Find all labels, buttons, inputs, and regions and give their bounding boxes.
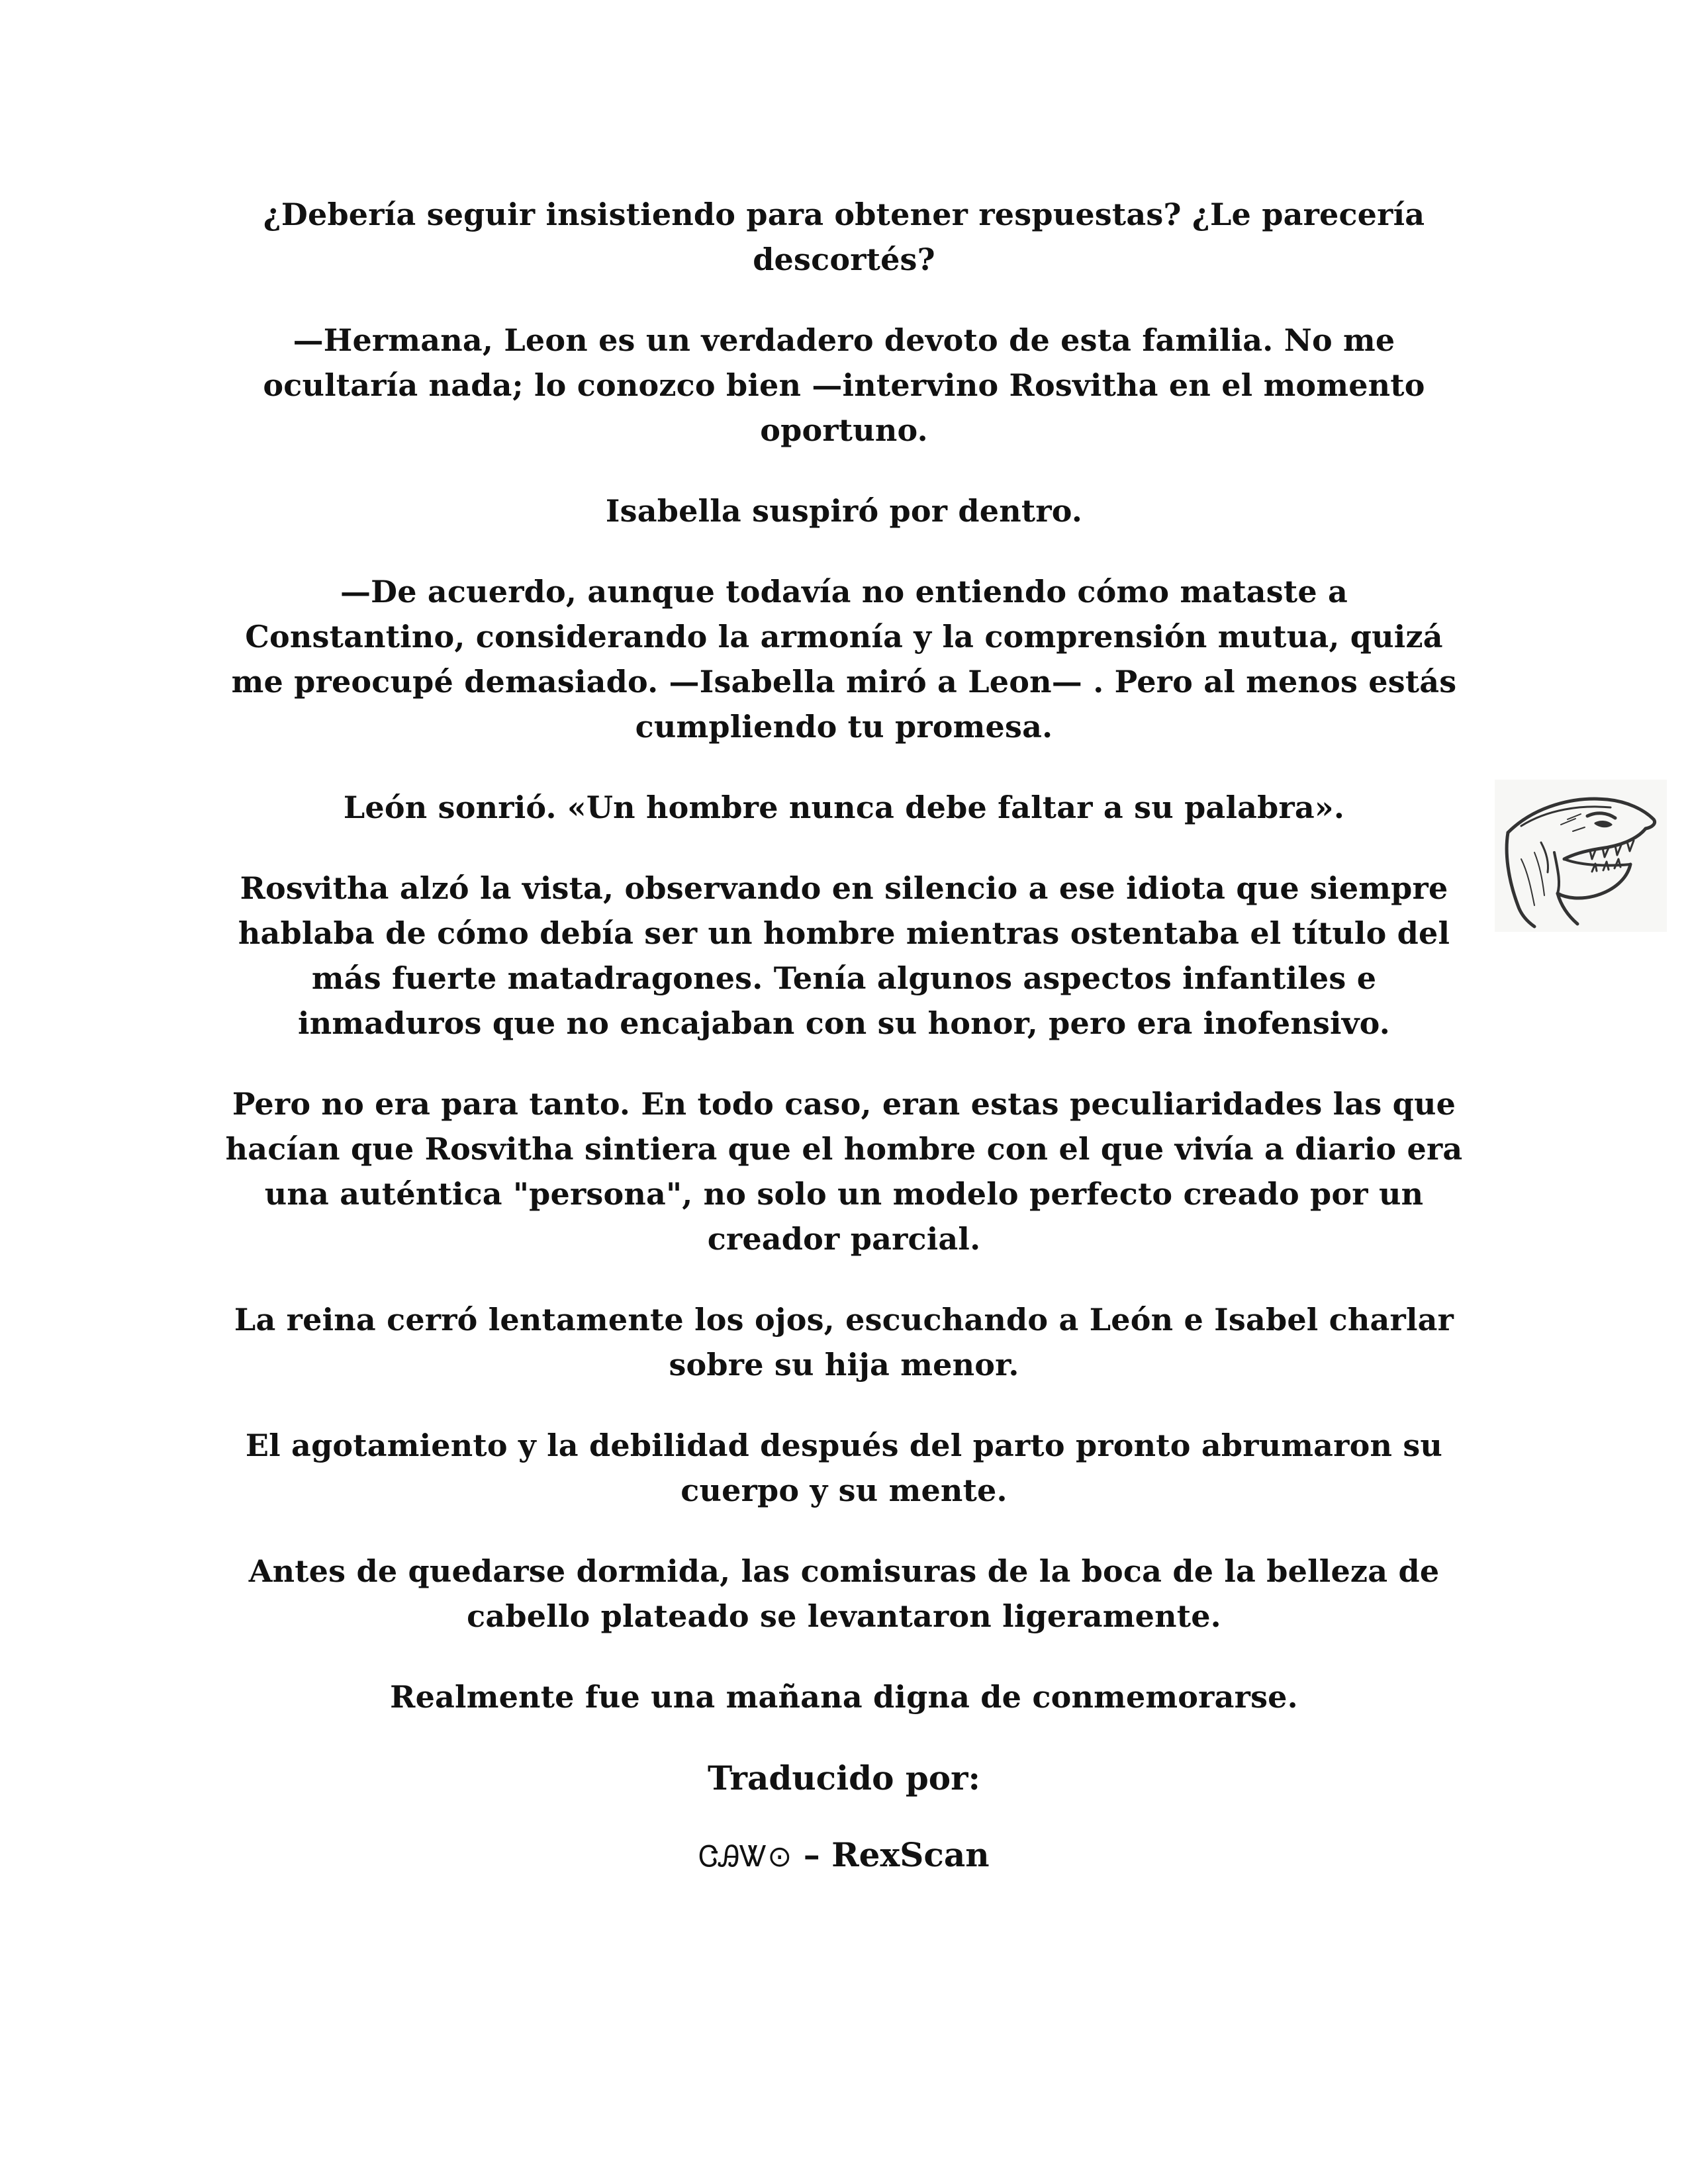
story-text xyxy=(225,192,1463,1880)
paragraph-2: —Hermana, Leon es un verdadero devoto de esta familia. No me ocultaría nada; lo conozco bien —intervino Rosvitha en el momento oportuno. xyxy=(263,322,1425,448)
trex-head-sketch-icon xyxy=(1495,780,1667,932)
paragraph-5: León sonrió. «Un hombre nunca debe faltar a su palabra». xyxy=(343,790,1345,825)
paragraph-8: La reina cerró lentamente los ojos, escuchando a León e Isabel charlar sobre su hija menor. xyxy=(234,1302,1454,1383)
translator-name: ᏣᎯᏔ⊙ xyxy=(698,1840,792,1874)
paragraph-11: Realmente fue una mañana digna de conmemorarse. xyxy=(390,1679,1298,1715)
credits-separator: – xyxy=(792,1835,832,1874)
paragraph-4: —De acuerdo, aunque todavía no entiendo cómo mataste a Constantino, considerando la armonía y la comprensión mutua, quizá me preocupé demasiado. —Isabella miró a Leon— . Pero al menos estás cumpliendo tu promesa. xyxy=(231,574,1457,745)
credits-line xyxy=(225,1832,1463,1880)
paragraph-7: Pero no era para tanto. En todo caso, eran estas peculiaridades las que hacían que Rosvitha sintiera que el hombre con el que vivía a diario era una auténtica "persona", no solo un modelo perfecto creado por un creador parcial. xyxy=(225,1086,1463,1257)
paragraph-3: Isabella suspiró por dentro. xyxy=(605,493,1083,529)
trex-logo xyxy=(1495,780,1667,932)
paragraph-6: Rosvitha alzó la vista, observando en silencio a ese idiota que siempre hablaba de cómo debía ser un hombre mientras ostentaba el título del más fuerte matadragones. Tenía algunos aspectos infantiles e inmaduros que no encajaban con su honor, pero era inofensivo. xyxy=(238,870,1450,1041)
scan-group-name: RexScan xyxy=(831,1835,990,1874)
paragraph-9: El agotamiento y la debilidad después del parto pronto abrumaron su cuerpo y su mente. xyxy=(245,1428,1443,1508)
credits-title: Traducido por: xyxy=(708,1758,980,1797)
paragraph-10: Antes de quedarse dormida, las comisuras de la boca de la belleza de cabello plateado se levantaron ligeramente. xyxy=(248,1553,1440,1634)
paragraph-1: ¿Debería seguir insistiendo para obtener respuestas? ¿Le parecería descortés? xyxy=(263,197,1425,277)
